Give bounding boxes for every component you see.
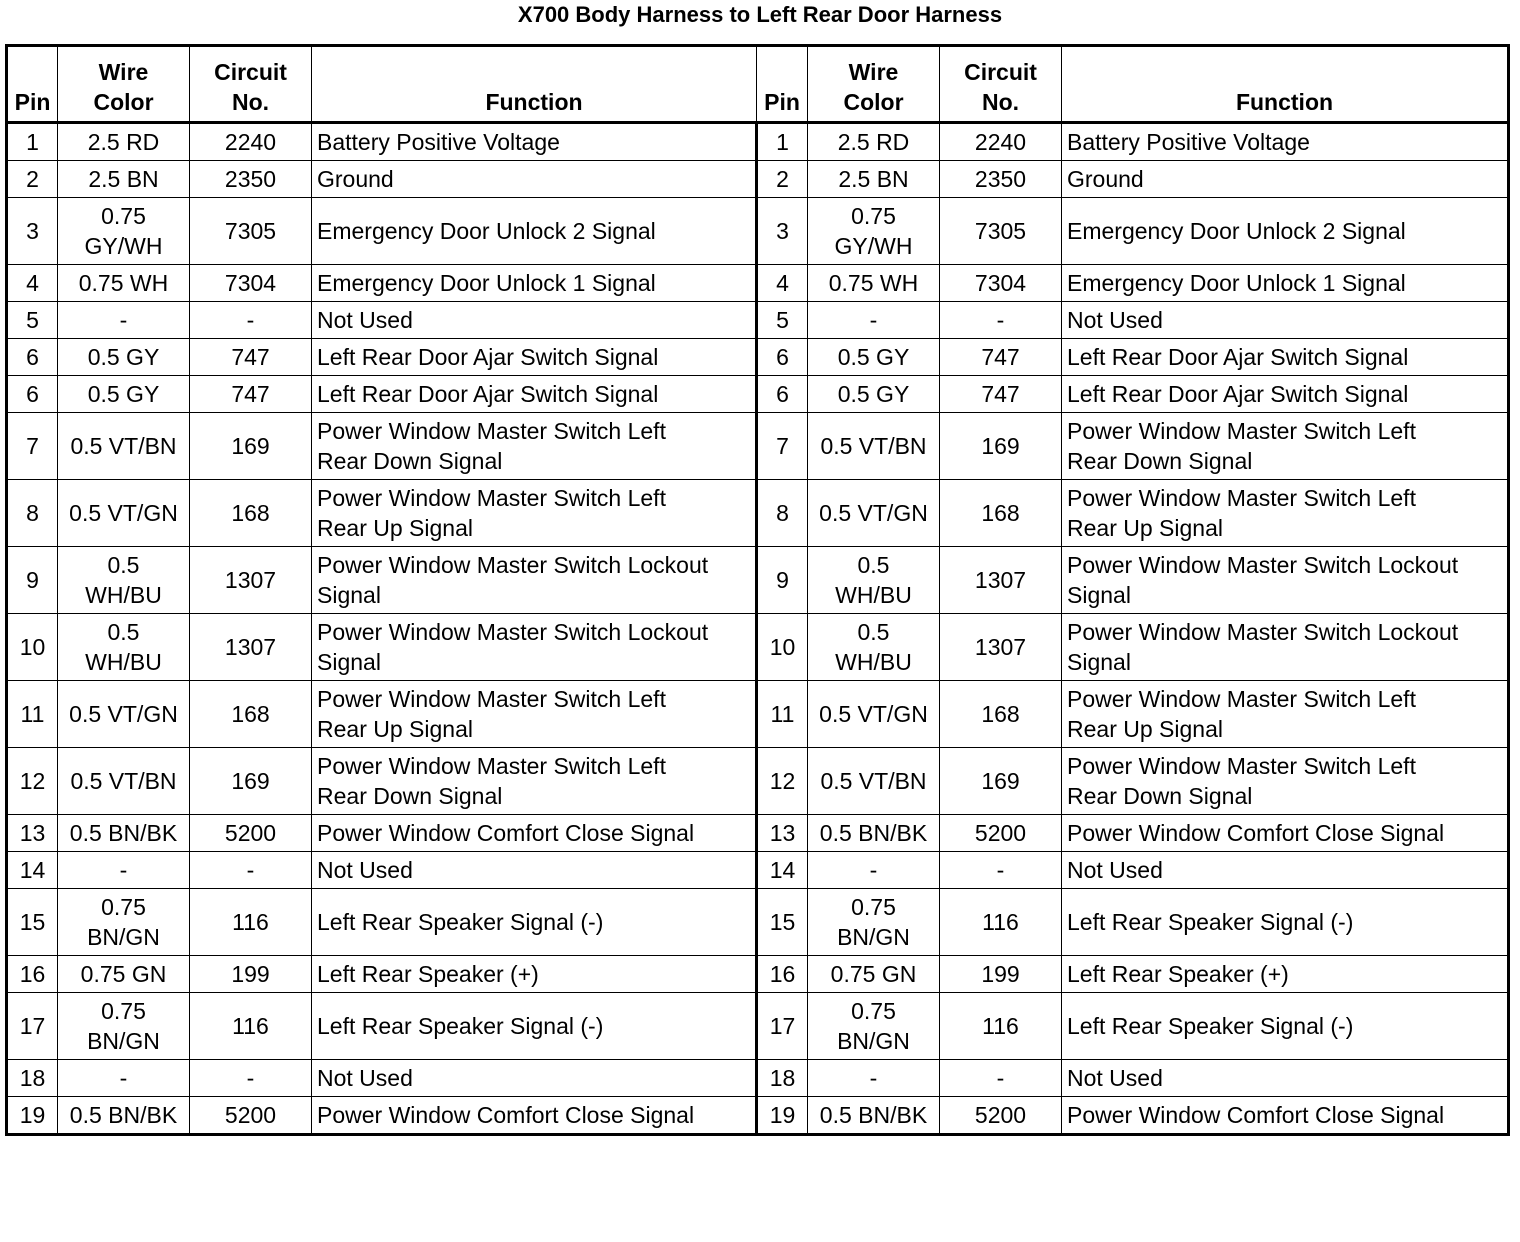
- header-function: Function: [1062, 46, 1509, 123]
- circuit-cell: 5200: [190, 1097, 312, 1135]
- function-cell: Power Window Comfort Close Signal: [1062, 815, 1509, 852]
- function-cell: Not Used: [1062, 1060, 1509, 1097]
- wire-color-cell: 0.75 BN/GN: [58, 889, 190, 956]
- header-pin: Pin: [7, 46, 58, 123]
- function-cell: Left Rear Door Ajar Switch Signal: [312, 376, 757, 413]
- table-row: [7, 480, 1509, 547]
- header-pin: Pin: [757, 46, 808, 123]
- table-row: [7, 302, 1509, 339]
- circuit-cell: 116: [940, 889, 1062, 956]
- circuit-cell: 7305: [190, 198, 312, 265]
- function-cell: Power Window Master Switch Lockout Signal: [1062, 547, 1509, 614]
- pin-cell: 14: [7, 852, 58, 889]
- table-row: [7, 681, 1509, 748]
- pin-cell: 12: [757, 748, 808, 815]
- header-circuit-no: Circuit No.: [190, 46, 312, 123]
- wire-color-cell: 0.5 VT/BN: [808, 413, 940, 480]
- wire-color-cell: 0.5 BN/BK: [808, 815, 940, 852]
- circuit-cell: 2350: [190, 161, 312, 198]
- pin-cell: 6: [757, 339, 808, 376]
- circuit-cell: 747: [190, 376, 312, 413]
- circuit-cell: -: [940, 302, 1062, 339]
- pin-cell: 17: [757, 993, 808, 1060]
- circuit-cell: 168: [940, 681, 1062, 748]
- function-cell: Left Rear Speaker Signal (-): [1062, 993, 1509, 1060]
- pin-cell: 18: [757, 1060, 808, 1097]
- wire-color-cell: 0.5 VT/BN: [58, 413, 190, 480]
- wire-color-cell: 0.5 BN/BK: [58, 815, 190, 852]
- pin-cell: 11: [7, 681, 58, 748]
- pin-cell: 9: [757, 547, 808, 614]
- wire-color-cell: 0.5 GY: [808, 339, 940, 376]
- function-cell: Power Window Master Switch Left Rear Up Signal: [312, 480, 757, 547]
- function-cell: Not Used: [312, 302, 757, 339]
- function-cell: Battery Positive Voltage: [312, 123, 757, 161]
- pin-cell: 16: [7, 956, 58, 993]
- wire-color-cell: 0.5 GY: [58, 339, 190, 376]
- table-row: [7, 547, 1509, 614]
- pin-cell: 15: [757, 889, 808, 956]
- wire-color-cell: 0.5 VT/BN: [58, 748, 190, 815]
- function-cell: Not Used: [312, 1060, 757, 1097]
- wire-color-cell: 0.5 VT/GN: [58, 681, 190, 748]
- table-row: [7, 123, 1509, 161]
- wire-color-cell: 0.5 WH/BU: [808, 614, 940, 681]
- function-cell: Power Window Comfort Close Signal: [312, 815, 757, 852]
- wire-color-cell: 0.5 VT/GN: [58, 480, 190, 547]
- pin-cell: 4: [7, 265, 58, 302]
- circuit-cell: -: [940, 1060, 1062, 1097]
- circuit-cell: 168: [190, 480, 312, 547]
- function-cell: Emergency Door Unlock 2 Signal: [1062, 198, 1509, 265]
- wire-color-cell: 0.5 WH/BU: [58, 614, 190, 681]
- function-cell: Left Rear Speaker (+): [1062, 956, 1509, 993]
- table-row: [7, 265, 1509, 302]
- page-title: X700 Body Harness to Left Rear Door Harness: [517, 2, 1003, 27]
- wire-color-cell: 0.5 BN/BK: [58, 1097, 190, 1135]
- table-row: [7, 339, 1509, 376]
- header-function: Function: [312, 46, 757, 123]
- circuit-cell: 1307: [940, 614, 1062, 681]
- function-cell: Power Window Master Switch Lockout Signal: [312, 547, 757, 614]
- pin-cell: 6: [7, 376, 58, 413]
- table-row: [7, 815, 1509, 852]
- function-cell: Power Window Master Switch Lockout Signal: [1062, 614, 1509, 681]
- wire-color-cell: -: [808, 1060, 940, 1097]
- table-row: [7, 413, 1509, 480]
- pin-cell: 18: [7, 1060, 58, 1097]
- circuit-cell: 747: [940, 339, 1062, 376]
- circuit-cell: 169: [940, 413, 1062, 480]
- function-cell: Not Used: [1062, 302, 1509, 339]
- circuit-cell: 2350: [940, 161, 1062, 198]
- wire-color-cell: -: [58, 1060, 190, 1097]
- pin-cell: 6: [7, 339, 58, 376]
- pin-cell: 3: [757, 198, 808, 265]
- wire-color-cell: 0.5 GY: [58, 376, 190, 413]
- wire-color-cell: 0.5 VT/GN: [808, 681, 940, 748]
- wire-color-cell: 0.75 GY/WH: [808, 198, 940, 265]
- function-cell: Left Rear Speaker Signal (-): [312, 889, 757, 956]
- function-cell: Power Window Master Switch Lockout Signal: [312, 614, 757, 681]
- table-body: [7, 123, 1509, 1135]
- circuit-cell: 7305: [940, 198, 1062, 265]
- pin-cell: 13: [757, 815, 808, 852]
- circuit-cell: 5200: [940, 1097, 1062, 1135]
- pin-cell: 12: [7, 748, 58, 815]
- circuit-cell: 7304: [940, 265, 1062, 302]
- function-cell: Ground: [1062, 161, 1509, 198]
- circuit-cell: 747: [190, 339, 312, 376]
- table-row: [7, 993, 1509, 1060]
- function-cell: Power Window Master Switch Left Rear Up Signal: [1062, 480, 1509, 547]
- circuit-cell: 2240: [940, 123, 1062, 161]
- header-circuit-no: Circuit No.: [940, 46, 1062, 123]
- wire-color-cell: 0.75 GN: [808, 956, 940, 993]
- wire-color-cell: 0.75 WH: [808, 265, 940, 302]
- wire-color-cell: 0.5 WH/BU: [58, 547, 190, 614]
- table-row: [7, 198, 1509, 265]
- table-row: [7, 1097, 1509, 1135]
- table-row: [7, 956, 1509, 993]
- function-cell: Left Rear Speaker Signal (-): [1062, 889, 1509, 956]
- pin-cell: 1: [757, 123, 808, 161]
- circuit-cell: 1307: [190, 614, 312, 681]
- function-cell: Not Used: [312, 852, 757, 889]
- wire-color-cell: 0.5 BN/BK: [808, 1097, 940, 1135]
- table-row: [7, 852, 1509, 889]
- pin-cell: 19: [757, 1097, 808, 1135]
- header-wire-color: Wire Color: [58, 46, 190, 123]
- function-cell: Not Used: [1062, 852, 1509, 889]
- function-cell: Left Rear Door Ajar Switch Signal: [1062, 376, 1509, 413]
- table-row: [7, 614, 1509, 681]
- pin-cell: 1: [7, 123, 58, 161]
- connector-table: [5, 44, 1510, 1136]
- wire-color-cell: 0.5 VT/GN: [808, 480, 940, 547]
- wire-color-cell: 0.5 WH/BU: [808, 547, 940, 614]
- pin-cell: 14: [757, 852, 808, 889]
- function-cell: Power Window Master Switch Left Rear Down Signal: [312, 413, 757, 480]
- circuit-cell: -: [190, 302, 312, 339]
- wire-color-cell: 0.5 VT/BN: [808, 748, 940, 815]
- pin-cell: 8: [757, 480, 808, 547]
- pin-cell: 2: [7, 161, 58, 198]
- wire-color-cell: 0.75 GN: [58, 956, 190, 993]
- function-cell: Emergency Door Unlock 2 Signal: [312, 198, 757, 265]
- circuit-cell: 747: [940, 376, 1062, 413]
- pin-cell: 15: [7, 889, 58, 956]
- circuit-cell: -: [940, 852, 1062, 889]
- circuit-cell: 7304: [190, 265, 312, 302]
- pin-cell: 4: [757, 265, 808, 302]
- circuit-cell: 169: [190, 413, 312, 480]
- wire-color-cell: -: [58, 302, 190, 339]
- pin-cell: 10: [757, 614, 808, 681]
- wire-color-cell: -: [58, 852, 190, 889]
- header-wire-color: Wire Color: [808, 46, 940, 123]
- wire-color-cell: 2.5 BN: [58, 161, 190, 198]
- table-row: [7, 161, 1509, 198]
- circuit-cell: 2240: [190, 123, 312, 161]
- function-cell: Power Window Master Switch Left Rear Down Signal: [1062, 748, 1509, 815]
- circuit-cell: -: [190, 1060, 312, 1097]
- pin-cell: 16: [757, 956, 808, 993]
- wire-color-cell: 0.75 WH: [58, 265, 190, 302]
- pin-cell: 10: [7, 614, 58, 681]
- function-cell: Battery Positive Voltage: [1062, 123, 1509, 161]
- circuit-cell: 5200: [190, 815, 312, 852]
- table-row: [7, 748, 1509, 815]
- table-row: [7, 889, 1509, 956]
- table-row: [7, 376, 1509, 413]
- circuit-cell: 116: [190, 993, 312, 1060]
- function-cell: Power Window Master Switch Left Rear Down Signal: [1062, 413, 1509, 480]
- circuit-cell: 1307: [190, 547, 312, 614]
- function-cell: Emergency Door Unlock 1 Signal: [1062, 265, 1509, 302]
- pin-cell: 2: [757, 161, 808, 198]
- function-cell: Power Window Master Switch Left Rear Down Signal: [312, 748, 757, 815]
- wire-color-cell: -: [808, 302, 940, 339]
- wire-color-cell: 0.75 BN/GN: [808, 889, 940, 956]
- pin-cell: 7: [757, 413, 808, 480]
- function-cell: Power Window Comfort Close Signal: [312, 1097, 757, 1135]
- pin-cell: 5: [757, 302, 808, 339]
- function-cell: Power Window Master Switch Left Rear Up Signal: [312, 681, 757, 748]
- wire-color-cell: -: [808, 852, 940, 889]
- pin-cell: 19: [7, 1097, 58, 1135]
- pin-cell: 9: [7, 547, 58, 614]
- function-cell: Ground: [312, 161, 757, 198]
- wire-color-cell: 2.5 RD: [58, 123, 190, 161]
- circuit-cell: 1307: [940, 547, 1062, 614]
- wire-color-cell: 2.5 RD: [808, 123, 940, 161]
- pin-cell: 3: [7, 198, 58, 265]
- pin-cell: 6: [757, 376, 808, 413]
- circuit-cell: 116: [940, 993, 1062, 1060]
- wire-color-cell: 0.75 GY/WH: [58, 198, 190, 265]
- function-cell: Left Rear Speaker Signal (-): [312, 993, 757, 1060]
- function-cell: Left Rear Speaker (+): [312, 956, 757, 993]
- circuit-cell: 5200: [940, 815, 1062, 852]
- pin-cell: 5: [7, 302, 58, 339]
- pin-cell: 7: [7, 413, 58, 480]
- function-cell: Power Window Master Switch Left Rear Up Signal: [1062, 681, 1509, 748]
- function-cell: Left Rear Door Ajar Switch Signal: [1062, 339, 1509, 376]
- wire-color-cell: 0.75 BN/GN: [58, 993, 190, 1060]
- circuit-cell: 169: [940, 748, 1062, 815]
- function-cell: Power Window Comfort Close Signal: [1062, 1097, 1509, 1135]
- circuit-cell: 199: [940, 956, 1062, 993]
- circuit-cell: 199: [190, 956, 312, 993]
- wire-color-cell: 0.5 GY: [808, 376, 940, 413]
- circuit-cell: -: [190, 852, 312, 889]
- circuit-cell: 169: [190, 748, 312, 815]
- pin-cell: 11: [757, 681, 808, 748]
- circuit-cell: 168: [940, 480, 1062, 547]
- function-cell: Left Rear Door Ajar Switch Signal: [312, 339, 757, 376]
- pin-cell: 13: [7, 815, 58, 852]
- table-row: [7, 1060, 1509, 1097]
- wire-color-cell: 0.75 BN/GN: [808, 993, 940, 1060]
- table-header-row: [7, 46, 1509, 123]
- function-cell: Emergency Door Unlock 1 Signal: [312, 265, 757, 302]
- pin-cell: 17: [7, 993, 58, 1060]
- circuit-cell: 168: [190, 681, 312, 748]
- pin-cell: 8: [7, 480, 58, 547]
- wire-color-cell: 2.5 BN: [808, 161, 940, 198]
- circuit-cell: 116: [190, 889, 312, 956]
